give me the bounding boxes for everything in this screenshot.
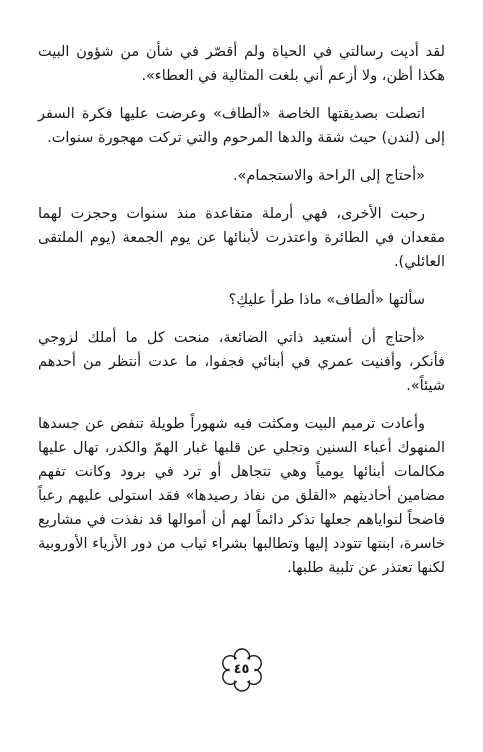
paragraph-7: وأعادت ترميم البيت ومكثت فيه شهوراً طويلة تنفض عن جسدها المنهوك أعباء السنين وتجلي عن قلبها غبار الهمّ والكدر، تهال عليها مكالمات أبنائها يومياً وهي تتجاهل أو ترد في برود وكانت تفهم مضامين أحاديثهم «القلق من نفاذ رصيدها» فقد استولى عليهم رعباً فاضحاً لنواياهم جعلها تذكر دائماً لهم أن أموالها قد نفذت في مشاريع خاسرة، ابنتها تتودد إليها وتطالبها بشراء ثياب من دور الأزياء الأوروبية لكنها تعتذر عن تلبية طلبها. xyxy=(38,416,445,576)
paragraph-2: اتصلت بصديقتها الخاصة «ألطاف» وعرضت عليها فكرة السفر إلى (لندن) حيث شقة والدها المرحوم والتي تركت مهجورة سنوات. xyxy=(38,106,445,146)
page-number-ornament xyxy=(219,647,265,693)
paragraph-3: «أحتاج إلى الراحة والاستجمام». xyxy=(232,168,425,184)
paragraph-6: «أحتاج أن أستعيد ذاتي الضائعة، منحت كل ما أملك لزوجي فأنكر، وأفنيت عمري في أبنائي فجفوا، ما عدت أنتظر من أحدهم شيئاً». xyxy=(38,330,445,394)
page-number: ٤٥ xyxy=(233,662,250,677)
paragraph-1: لقد أديت رسالتي في الحياة ولم أقصّر في شأن من شؤون البيت هكذا أظن، ولا أزعم أني بلغت المثالية في العطاء». xyxy=(38,44,445,84)
body-text xyxy=(38,40,445,594)
paragraph-5: سألتها «ألطاف» ماذا طرأ عليكِ؟ xyxy=(228,292,425,308)
paragraph-4: رحبت الأخرى، فهي أرملة متقاعدة منذ سنوات وحجزت لهما مقعدان في الطائرة واعتذرت لأبنائها عن يوم الجمعة (يوم الملتقى العائلي). xyxy=(38,206,445,270)
